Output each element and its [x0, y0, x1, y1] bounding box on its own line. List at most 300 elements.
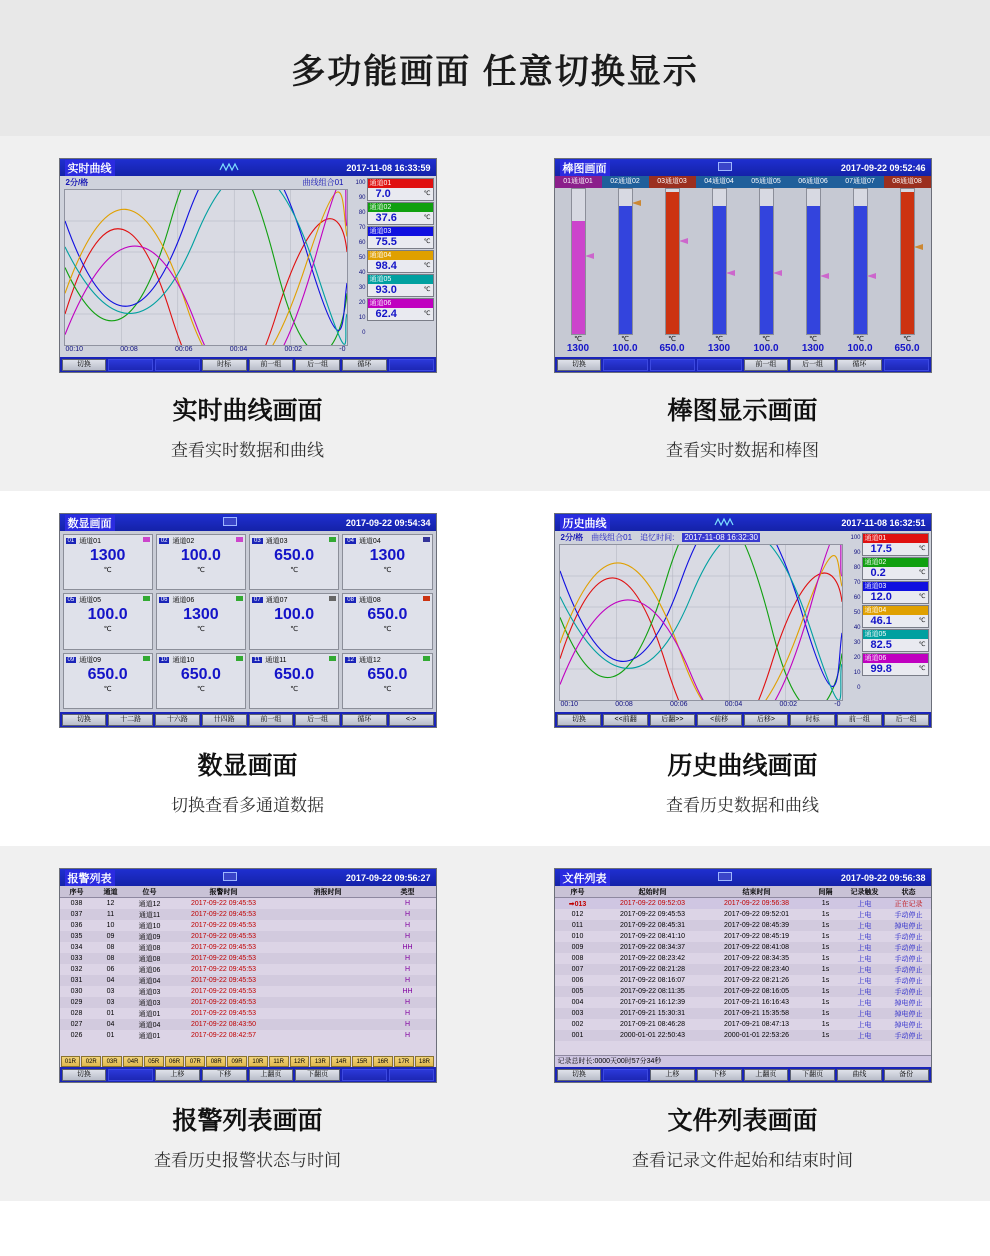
channel-value: 650.0 — [87, 665, 128, 683]
button-bar — [60, 1067, 436, 1082]
digital-cell[interactable] — [342, 534, 432, 590]
color-swatch — [236, 656, 243, 661]
bar-track — [853, 188, 868, 335]
panel-realtime-curve — [0, 136, 495, 491]
bar-area — [555, 188, 931, 335]
bar-track — [759, 188, 774, 335]
button-bar — [555, 1067, 931, 1082]
screen-title: 文件列表 — [560, 870, 610, 886]
channel-value: 62.4 ℃ — [375, 308, 431, 320]
tick: 0 — [362, 330, 366, 336]
tab-17R[interactable]: 17R — [394, 1056, 414, 1067]
tab-09R[interactable]: 09R — [227, 1056, 247, 1067]
softkey-blank[interactable] — [650, 359, 695, 371]
tick: 00:04 — [229, 346, 248, 353]
panel-caption-sub: 查看实时数据和曲线 — [171, 441, 324, 460]
curve-body — [60, 176, 436, 357]
tab-11R[interactable]: 11R — [269, 1056, 289, 1067]
bar-header: 01通道01 — [555, 176, 602, 188]
clock: 2017-11-08 16:32:51 — [841, 517, 926, 528]
titlebar — [555, 514, 931, 531]
table-row[interactable]: 002 2017-09-21 08:46:28 2017-09-21 08:47:13 1s 上电 掉电停止 — [571, 1021, 923, 1029]
unit: ℃ — [290, 626, 299, 634]
curve-plot-area[interactable] — [60, 176, 350, 357]
curve-plot-area[interactable] — [555, 531, 845, 712]
col-tag: 位号 — [142, 888, 157, 896]
clock: 2017-09-22 09:56:27 — [345, 872, 431, 883]
curve-speed: 2分/格 — [560, 533, 584, 542]
screen-file-list[interactable] — [554, 868, 932, 1083]
color-swatch — [423, 537, 430, 542]
digital-cell[interactable] — [249, 653, 339, 709]
softkey-switch[interactable]: 切换 — [62, 714, 107, 726]
channel-name: 通道02 — [368, 203, 433, 212]
recall-time[interactable]: 2017-11-08 16:32:30 — [684, 533, 759, 542]
softkey-page-down[interactable]: 下翻页 — [790, 1069, 835, 1081]
panel-caption-title: 文件列表画面 — [667, 1107, 818, 1135]
square-icon — [115, 517, 346, 528]
softkey-blank[interactable] — [155, 359, 200, 371]
softkey-prev-group[interactable]: 前一组 — [837, 714, 882, 726]
softkey-24ch[interactable]: 卄四路 — [202, 714, 247, 726]
channel-card[interactable] — [862, 605, 929, 628]
bar-readout: ℃ 100.0 — [612, 336, 638, 354]
bar-column — [743, 188, 790, 335]
bar-readout: ℃ 100.0 — [753, 336, 779, 354]
channel-index: 06 — [160, 597, 168, 604]
channel-name: 通道08 — [358, 597, 381, 605]
screen-alarm-list[interactable] — [59, 868, 437, 1083]
tick: 20 — [853, 655, 861, 661]
tick: 00:02 — [284, 346, 303, 353]
digital-cell[interactable] — [342, 593, 432, 649]
softkey-cycle[interactable]: 循环 — [837, 359, 882, 371]
table-row[interactable]: 038 12 通道12 2017-09-22 09:45:53 H — [70, 900, 411, 908]
softkey-shift-left[interactable]: <前移 — [697, 714, 742, 726]
tick: 80 — [853, 565, 861, 571]
softkey-switch[interactable]: 切换 — [62, 359, 107, 371]
bar-header: 05通道05 — [743, 176, 790, 188]
setpoint-marker — [867, 273, 876, 279]
table-row[interactable]: 030 03 通道03 2017-09-22 09:45:53 HH — [70, 988, 413, 996]
channel-name: 通道01 — [79, 538, 101, 545]
table-row[interactable]: 004 2017-09-21 16:12:39 2017-09-21 16:16:43 1s 上电 掉电停止 — [571, 999, 923, 1007]
panel-alarm-list — [0, 846, 495, 1201]
softkey-switch[interactable]: 切换 — [557, 1069, 602, 1081]
tick: 100 — [355, 180, 366, 186]
clock: 2017-11-08 16:33:59 — [346, 162, 431, 173]
channel-name: 通道09 — [79, 656, 101, 664]
screen-title: 实时曲线 — [65, 160, 115, 176]
channel-value: 650.0 — [274, 547, 315, 564]
setpoint-marker — [726, 270, 735, 276]
bar-body — [555, 176, 931, 357]
channel-card[interactable] — [367, 202, 434, 225]
softkey-blank[interactable] — [108, 1069, 153, 1081]
bar-header: 06通道06 — [790, 176, 837, 188]
table-row[interactable]: 031 04 通道04 2017-09-22 09:45:53 H — [60, 975, 436, 986]
table-row[interactable]: 037 11 通道11 2017-09-22 09:45:53 H — [60, 909, 436, 920]
tab-14R[interactable]: 14R — [331, 1056, 351, 1067]
bar-column — [649, 188, 696, 335]
unit: ℃ — [423, 239, 431, 245]
softkey-next-group[interactable]: 后一组 — [884, 714, 929, 726]
wave-icon — [610, 517, 842, 529]
bar-footer — [555, 335, 931, 357]
screen-digital-display[interactable] — [59, 513, 437, 728]
tick: 00:06 — [175, 346, 193, 353]
channel-card[interactable] — [862, 629, 929, 652]
tick: 30 — [358, 285, 366, 291]
channel-name: 通道01 — [863, 534, 928, 543]
tick: 90 — [853, 550, 861, 556]
softkey-move-down[interactable]: 下移 — [697, 1069, 742, 1081]
bar-track — [900, 188, 915, 335]
color-swatch — [329, 656, 336, 661]
channel-card[interactable] — [367, 178, 434, 201]
softkey-12ch[interactable]: 十二路 — [108, 714, 153, 726]
digital-cell[interactable] — [249, 534, 339, 590]
total-duration: 记录总时长:0000天00时57分34秒 — [555, 1055, 931, 1067]
unit: ℃ — [103, 626, 112, 634]
unit: ℃ — [196, 567, 205, 574]
softkey-cycle[interactable]: 循环 — [342, 714, 387, 726]
tab-07R[interactable]: 07R — [185, 1056, 205, 1067]
plot-canvas — [559, 544, 843, 701]
unit: ℃ — [918, 666, 926, 672]
digital-cell[interactable] — [63, 534, 153, 590]
button-bar — [60, 712, 436, 727]
table-row[interactable]: 032 06 通道06 2017-09-22 09:45:53 H — [70, 966, 411, 974]
table-row[interactable]: 028 01 通道01 2017-09-22 09:45:53 H — [70, 1010, 411, 1018]
titlebar — [60, 514, 436, 531]
panel-caption-title: 棒图显示画面 — [667, 397, 818, 425]
tab-01R[interactable]: 01R — [61, 1056, 81, 1067]
softkey-blank[interactable] — [603, 359, 648, 371]
unit: ℃ — [918, 570, 926, 576]
table-row[interactable]: 033 08 通道08 2017-09-22 09:45:53 H — [60, 953, 436, 964]
tick: 30 — [853, 640, 861, 646]
unit: ℃ — [290, 567, 299, 574]
softkey-prev-group[interactable]: 前一组 — [249, 714, 294, 726]
softkey-page-forward[interactable]: 后翻>> — [650, 714, 695, 726]
softkey-next-group[interactable]: 后一组 — [295, 714, 340, 726]
tick: 10 — [853, 670, 861, 676]
softkey-page-up[interactable]: 上翻页 — [744, 1069, 789, 1081]
softkey-16ch[interactable]: 十六路 — [155, 714, 200, 726]
tab-16R[interactable]: 16R — [373, 1056, 393, 1067]
channel-name: 通道01 — [368, 179, 433, 188]
panel-digital-display — [0, 491, 495, 846]
tab-05R[interactable]: 05R — [144, 1056, 164, 1067]
unit: ℃ — [423, 191, 431, 197]
table-row[interactable]: 001 2000-01-01 22:50:43 2000-01-01 22:53:26 1s 上电 手动停止 — [555, 1030, 931, 1041]
softkey-next-group[interactable]: 后一组 — [295, 359, 340, 371]
softkey-curve[interactable]: 曲线 — [837, 1069, 882, 1081]
channel-value: 82.5 ℃ — [870, 639, 926, 651]
col-clear-time: 消报时间 — [313, 888, 342, 896]
button-bar — [555, 712, 931, 727]
channel-name: 通道05 — [79, 597, 101, 605]
screen-title: 棒图画面 — [560, 160, 610, 176]
tick: -0 — [339, 346, 346, 353]
digital-cell[interactable] — [63, 653, 153, 709]
softkey-toggle[interactable]: <-> — [389, 714, 434, 726]
screen-title: 历史曲线 — [560, 515, 610, 531]
table-row[interactable]: 008 2017-09-22 08:23:42 2017-09-22 08:34:35 1s 上电 手动停止 — [571, 955, 923, 963]
tab-02R[interactable]: 02R — [81, 1056, 101, 1067]
unit: ℃ — [383, 626, 392, 634]
setpoint-marker — [820, 273, 829, 279]
digital-grid — [60, 531, 436, 712]
unit: ℃ — [290, 685, 299, 693]
tick: 20 — [358, 300, 366, 306]
table-row[interactable]: 027 04 通道04 2017-09-22 08:43:50 H — [60, 1019, 436, 1030]
channel-value: 93.0 ℃ — [375, 284, 431, 296]
channel-index: 05 — [67, 597, 75, 604]
tick: 00:10 — [560, 701, 579, 708]
color-swatch — [423, 596, 430, 601]
bar-fill — [666, 192, 679, 334]
unit: ℃ — [103, 567, 112, 574]
channel-index: 11 — [254, 656, 261, 663]
channel-name: 通道07 — [265, 597, 288, 605]
bar-header: 08通道08 — [884, 176, 931, 188]
digital-cell[interactable] — [63, 593, 153, 649]
softkey-shift-right[interactable]: 后移> — [744, 714, 789, 726]
channel-index: 07 — [254, 597, 261, 604]
bar-header: 03通道03 — [649, 176, 696, 188]
color-swatch — [236, 537, 243, 542]
channel-card[interactable] — [862, 557, 929, 580]
screen-bar-graph[interactable] — [554, 158, 932, 373]
channel-value: 46.1 ℃ — [870, 615, 926, 627]
bar-fill — [807, 206, 820, 334]
tab-18R[interactable]: 18R — [415, 1056, 435, 1067]
tab-08R[interactable]: 08R — [206, 1056, 226, 1067]
bar-track — [665, 188, 680, 335]
bar-header: 02通道02 — [602, 176, 649, 188]
button-bar — [555, 357, 931, 372]
panel-caption-title: 报警列表画面 — [172, 1107, 323, 1135]
digital-cell[interactable] — [156, 534, 246, 590]
channel-name: 通道06 — [863, 654, 928, 663]
wave-icon — [115, 162, 347, 174]
tick: 80 — [358, 210, 366, 216]
panel-bar-graph — [495, 136, 990, 491]
softkey-prev-group[interactable]: 前一组 — [249, 359, 294, 371]
panel-caption-sub: 查看历史数据和曲线 — [666, 796, 819, 815]
bar-header: 04通道04 — [696, 176, 743, 188]
digital-cell[interactable] — [342, 653, 432, 709]
col-alarm-time: 报警时间 — [209, 888, 238, 896]
channel-index: 03 — [254, 538, 261, 544]
color-swatch — [423, 656, 430, 661]
softkey-blank[interactable] — [389, 359, 434, 371]
tab-13R[interactable]: 13R — [310, 1056, 330, 1067]
color-swatch — [329, 537, 336, 542]
bar-fill — [713, 206, 726, 334]
softkey-blank[interactable] — [884, 359, 929, 371]
tick: 50 — [358, 255, 366, 261]
titlebar — [555, 159, 931, 176]
titlebar — [555, 869, 931, 886]
table-row[interactable]: 029 03 通道03 2017-09-22 09:45:53 H — [60, 997, 436, 1008]
softkey-switch[interactable]: 切换 — [62, 1069, 107, 1081]
table-row[interactable]: 036 10 通道10 2017-09-22 09:45:53 H — [70, 922, 411, 930]
tick: 60 — [358, 240, 366, 246]
softkey-move-up[interactable]: 上移 — [650, 1069, 695, 1081]
value-scale — [845, 533, 862, 712]
softkey-backup[interactable]: 备份 — [884, 1069, 929, 1081]
channel-value: 650.0 — [367, 665, 408, 683]
tab-10R[interactable]: 10R — [248, 1056, 268, 1067]
softkey-switch[interactable]: 切换 — [557, 359, 602, 371]
bar-column — [837, 188, 884, 335]
setpoint-marker — [773, 270, 782, 276]
tab-12R[interactable]: 12R — [290, 1056, 310, 1067]
panel-caption-sub: 切换查看多通道数据 — [171, 796, 324, 815]
table-row[interactable]: 012 2017-09-22 09:45:53 2017-09-22 09:52:01 1s 上电 手动停止 — [571, 911, 923, 919]
digital-cell[interactable] — [156, 653, 246, 709]
table-row[interactable]: 010 2017-09-22 08:41:10 2017-09-22 08:45:19 1s 上电 手动停止 — [571, 933, 923, 941]
setpoint-marker — [585, 253, 594, 259]
channel-value: 650.0 — [367, 606, 408, 624]
channel-card[interactable] — [862, 653, 929, 676]
channel-value: 100.0 — [180, 547, 221, 564]
screen-title: 报警列表 — [65, 870, 115, 886]
table-row[interactable]: 009 2017-09-22 08:34:37 2017-09-22 08:41:08 1s 上电 手动停止 — [555, 942, 931, 953]
softkey-page-back[interactable]: <<前翻 — [603, 714, 648, 726]
channel-index: 12 — [347, 656, 354, 663]
channel-name: 通道10 — [172, 656, 195, 664]
channel-card[interactable] — [862, 581, 929, 604]
curve-group: 曲线组合01 — [302, 178, 344, 187]
table-row[interactable]: 011 2017-09-22 08:45:31 2017-09-22 08:45:39 1s 上电 掉电停止 — [555, 920, 931, 931]
table-row[interactable]: 026 01 通道01 2017-09-22 08:42:57 H — [70, 1032, 411, 1040]
softkey-blank[interactable] — [389, 1069, 434, 1081]
screen-realtime-curve[interactable] — [59, 158, 437, 373]
tick: 50 — [853, 610, 861, 616]
bar-header: 07通道07 — [837, 176, 884, 188]
softkey-page-down[interactable]: 下翻页 — [295, 1069, 340, 1081]
panel-caption-title: 历史曲线画面 — [667, 752, 818, 780]
channel-value: 99.8 ℃ — [870, 663, 926, 675]
screen-title: 数显画面 — [65, 515, 115, 531]
table-row[interactable]: 034 08 通道08 2017-09-22 09:45:53 HH — [70, 944, 413, 952]
channel-card[interactable] — [367, 298, 434, 321]
panel-caption-sub: 查看历史报警状态与时间 — [154, 1151, 341, 1170]
softkey-move-down[interactable]: 下移 — [202, 1069, 247, 1081]
softkey-timemark[interactable]: 时标 — [202, 359, 247, 371]
channel-tabs — [60, 1056, 436, 1067]
softkey-blank[interactable] — [603, 1069, 648, 1081]
softkey-blank[interactable] — [342, 1069, 387, 1081]
unit: ℃ — [423, 263, 431, 269]
time-axis — [64, 346, 348, 357]
channel-card[interactable] — [367, 226, 434, 249]
panel-grid — [0, 136, 990, 1201]
square-icon — [610, 162, 841, 173]
channel-name: 通道03 — [863, 582, 928, 591]
softkey-prev-group[interactable]: 前一组 — [744, 359, 789, 371]
color-swatch — [236, 596, 243, 601]
tick: -0 — [834, 701, 841, 708]
unit: ℃ — [103, 685, 112, 693]
tick: 00:10 — [65, 346, 84, 353]
table-row[interactable]: 007 2017-09-22 08:21:28 2017-09-22 08:23:40 1s 上电 手动停止 — [555, 964, 931, 975]
tab-03R[interactable]: 03R — [102, 1056, 122, 1067]
channel-value: 650.0 — [180, 665, 221, 683]
channel-card[interactable] — [367, 274, 434, 297]
digital-cell[interactable] — [249, 593, 339, 649]
plot-canvas — [64, 189, 348, 346]
color-swatch — [143, 596, 150, 601]
bar-readout: ℃ 100.0 — [847, 336, 873, 354]
channel-value: 7.0 ℃ — [375, 188, 431, 200]
bar-readout: ℃ 650.0 — [894, 336, 920, 354]
unit: ℃ — [383, 567, 392, 574]
channel-name: 通道03 — [368, 227, 433, 236]
curve-body — [555, 531, 931, 712]
digital-cell[interactable] — [156, 593, 246, 649]
softkey-next-group[interactable]: 后一组 — [790, 359, 835, 371]
tick: 90 — [358, 195, 366, 201]
color-swatch — [143, 656, 150, 661]
col-index: 序号 — [69, 888, 84, 896]
channel-name: 通道02 — [172, 538, 195, 545]
titlebar — [60, 869, 436, 886]
softkey-page-up[interactable]: 上翻页 — [249, 1069, 294, 1081]
channel-name: 通道03 — [265, 538, 288, 545]
table-header — [60, 886, 436, 898]
softkey-blank[interactable] — [108, 359, 153, 371]
tab-15R[interactable]: 15R — [352, 1056, 372, 1067]
channel-card[interactable] — [367, 250, 434, 273]
channel-value: 17.5 ℃ — [870, 543, 926, 555]
table-row[interactable]: 003 2017-09-21 15:30:31 2017-09-21 15:35:58 1s 上电 掉电停止 — [555, 1008, 931, 1019]
bar-fill — [619, 206, 632, 334]
tab-06R[interactable]: 06R — [165, 1056, 185, 1067]
color-swatch — [329, 596, 336, 601]
softkey-cycle[interactable]: 循环 — [342, 359, 387, 371]
unit: ℃ — [918, 618, 926, 624]
table-row[interactable]: 035 09 通道09 2017-09-22 09:45:53 H — [60, 931, 436, 942]
page-title: 多功能画面 任意切换显示 — [291, 52, 699, 91]
channel-panel — [350, 176, 436, 357]
tab-04R[interactable]: 04R — [123, 1056, 143, 1067]
tick: 70 — [358, 225, 366, 231]
channel-name: 通道04 — [358, 538, 381, 545]
channel-card[interactable] — [862, 533, 929, 556]
softkey-move-up[interactable]: 上移 — [155, 1069, 200, 1081]
tick: 00:08 — [120, 346, 138, 353]
col-status: 状态 — [901, 888, 916, 896]
table-row[interactable]: 005 2017-09-22 08:11:35 2017-09-22 08:16:05 1s 上电 手动停止 — [555, 986, 931, 997]
softkey-switch[interactable]: 切换 — [557, 714, 602, 726]
table-row[interactable]: ➡013 2017-09-22 09:52:03 2017-09-22 09:56:38 1s 上电 正在记录 — [555, 898, 931, 909]
screen-history-curve[interactable] — [554, 513, 932, 728]
tick: 00:02 — [779, 701, 798, 708]
col-type: 类型 — [400, 888, 415, 896]
table-row[interactable]: 006 2017-09-22 08:16:07 2017-09-22 08:21:26 1s 上电 手动停止 — [571, 977, 923, 985]
bar-readout: ℃ 1300 — [707, 336, 731, 354]
softkey-blank[interactable] — [697, 359, 742, 371]
bar-readout: ℃ 650.0 — [659, 336, 685, 354]
channel-value: 37.6 ℃ — [375, 212, 431, 224]
unit: ℃ — [423, 287, 431, 293]
softkey-timemark[interactable]: 时标 — [790, 714, 835, 726]
